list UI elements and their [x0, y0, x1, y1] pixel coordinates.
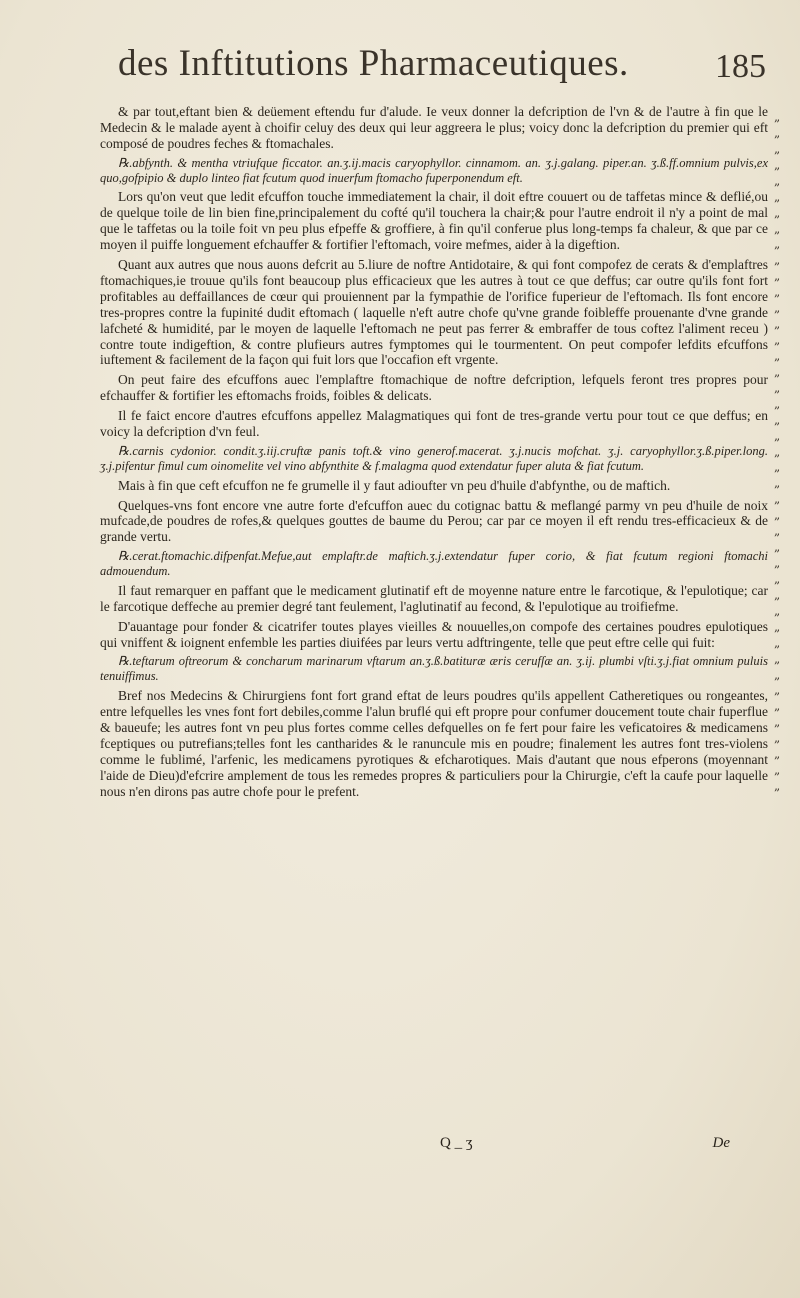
margin-quote-mark: „	[774, 380, 781, 395]
page-number: 185	[715, 48, 766, 85]
margin-quote-mark: „	[774, 779, 781, 794]
margin-quote-mark: „	[774, 619, 781, 634]
margin-quote-mark: „	[774, 635, 781, 650]
margin-quote-mark: „	[774, 492, 781, 507]
margin-quote-mark: „	[774, 317, 781, 332]
margin-quote-mark: „	[774, 667, 781, 682]
margin-quote-mark: „	[774, 556, 781, 571]
margin-quote-mark: „	[774, 348, 781, 363]
catchword: De	[712, 1135, 730, 1151]
text-paragraph: Quelques-vns font encore vne autre forte d'efcuffon auec du cotignac battu & meflangé parmy vn peu d'huile de noix mufcade,de poudres de rofes,& quelques gouttes de baume du Perou; car par ce moyen il eft rendu tres-efficacieux & de grande vertu.	[100, 497, 768, 545]
text-paragraph: Quant aux autres que nous auons defcrit au 5.liure de noftre Antidotaire, & qui font compofez de cerats & d'emplaftres ftomachiques,ie trouue qu'ils font beaucoup plus efficacieux que les autres à tout ce que deffus; car outre qu'ils font fort profitables au deffaillances de cœur qui prouiennent par la fympathie de l'orifice fuperieur de l'eftomach. Ils font encore tres-propres contre la fupinité dudit eftomach ( laquelle n'eft autre chofe qu'vne grande foibleffe prouenante d'vne grande lafcheté & humidité, par le moyen de laquelle l'eftomach ne peut pas ferrer & embraffer de tous coftez l'aliment receu ) contre toute indigeftion, & contre plufieurs autres fymptomes qui le tourmentent. On peut compofer lefdits efcuffons iuftement & facilement de la façon qui fuit lors que l'occafion eft vrgente.	[100, 256, 768, 368]
margin-quote-mark: „	[774, 699, 781, 714]
margin-quote-mark: „	[774, 587, 781, 602]
margin-quote-mark: „	[774, 460, 781, 475]
margin-quote-mark: „	[774, 125, 781, 140]
margin-quote-mark: „	[774, 301, 781, 316]
recipe-paragraph: ℞.abfynth. & mentha vtriufque ficcator. an.ʒ.ij.macis caryophyllor. cinnamom. an. ʒ.j.galang. piper.an. ʒ.ß.ff.omnium pulvis,ex quo,gofpipio & duplo linteo fiat fcutum quod inuerfum ftomacho fuperponendum eft.	[100, 155, 768, 185]
text-paragraph: Lors qu'on veut que ledit efcuffon touche immediatement la chair, il doit eftre couuert ou de taffetas mince & deflié,ou de quelque toile de lin bien fine,principalement du cofté qu'il touchera la chair;& pour l'autre endroit il n'y a point de mal que le taffetas ou la toile foit vn peu plus efpeffe & groffiere, à fin qu'il conferue plus long-temps fa chaleur, & que par ce moyen il puiffe longuement efchauffer & fortifier l'eftomach, voire mefmes, aider à la digeftion.	[100, 189, 768, 253]
page-body	[100, 104, 768, 803]
margin-quote-mark: „	[774, 205, 781, 220]
margin-quote-mark: „	[774, 540, 781, 555]
margin-quote-mark: „	[774, 269, 781, 284]
recipe-paragraph: ℞.cerat.ftomachic.difpenfat.Mefue,aut emplaftr.de maftich.ʒ.j.extendatur fuper corio, & fiat fcutum regioni ftomachi admouendum.	[100, 549, 768, 579]
margin-quote-mark: „	[774, 428, 781, 443]
text-paragraph: Bref nos Medecins & Chirurgiens font fort grand eftat de leurs poudres qu'ils appellent Catheretiques ou rongeantes, entre lefquelles les vnes font fort debiles,comme l'alun bruflé qui eft propre pour confumer doucement toute chair fuperflue & baueufe; les autres font vn peu plus fortes comme celles defquelles on fe fert pour faire les veficatoires & medicamens fceptiques ou putrefians;telles font les cantharides & le ranuncule mis en poudre; finalement les autres font tres-violens comme le fublimé, l'arfenic, les medicamens pyrotiques & efcharotiques. Mais d'autant que nous efperons (moyennant l'aide de Dieu)d'efcrire amplement de tous les remedes propres & particuliers pour la Chirurgie, c'eft la caufe pour laquelle nous n'en dirons pas autre chofe pour le prefent.	[100, 687, 768, 799]
margin-quote-mark: „	[774, 110, 781, 124]
margin-quote-mark: „	[774, 747, 781, 762]
page-footer	[400, 1135, 760, 1165]
text-paragraph: Il fe faict encore d'autres efcuffons appellez Malagmatiques qui font de tres-grande vertu pour tout ce que deffus; en voicy la defcription d'vn feul.	[100, 408, 768, 440]
margin-quote-mark: „	[774, 396, 781, 411]
margin-quote-mark: „	[774, 731, 781, 746]
margin-quote-mark: „	[774, 651, 781, 666]
margin-quote-mark: „	[774, 412, 781, 427]
text-paragraph: D'auantage pour fonder & cicatrifer toutes playes vieilles & nouuelles,on compofe des certaines poudres epulotiques qui vniffent & ioignent enfemble les parties diuifées par leurs vertu adftringente, telle que peut eftre celle qui fuit:	[100, 618, 768, 650]
running-title: des Inftitutions Pharmaceutiques.	[118, 43, 629, 84]
margin-quote-mark: „	[774, 603, 781, 618]
margin-quote-mark: „	[774, 476, 781, 491]
margin-quote-mark: „	[774, 157, 781, 172]
margin-quote-mark: „	[774, 683, 781, 698]
signature-mark: Q _ ʒ	[440, 1135, 473, 1151]
margin-quote-mark: „	[774, 715, 781, 730]
recipe-paragraph: ℞.carnis cydonior. condit.ʒ.iij.cruftæ panis toft.& vino generof.macerat. ʒ.j.nucis mofchat. ʒ.j. caryophyllor.ʒ.ß.piper.long. ʒ.j.pifentur fimul cum oinomelite vel vino abfynthite & f.malagma quod extendatur fuper aluta & fiat fcutum.	[100, 444, 768, 473]
page-header	[112, 40, 772, 100]
margin-quote-mark: „	[774, 221, 781, 236]
margin-quote-mark: „	[774, 253, 781, 268]
margin-quote-mark: „	[774, 173, 781, 188]
margin-quote-mark: „	[774, 364, 781, 379]
margin-quote-mark: „	[774, 285, 781, 300]
margin-quote-mark: „	[774, 141, 781, 156]
margin-quote-mark: „	[774, 189, 781, 204]
margin-quote-mark: „	[774, 571, 781, 586]
text-paragraph: Il faut remarquer en paffant que le medicament glutinatif eft de moyenne nature entre le farcotique, & l'epulotique; car le farcotique deffeche au premier degré tant feulement, l'aglutinatif au fecond, & l'epulotique au troifiefme.	[100, 582, 768, 614]
margin-quote-mark: „	[774, 763, 781, 778]
text-paragraph: On peut faire des efcuffons auec l'emplaftre ftomachique de noftre defcription, lefquels feront tres propres pour efchauffer & fortifier les eftomachs froids, foibles & delicats.	[100, 372, 768, 404]
margin-quote-mark: „	[774, 333, 781, 348]
text-paragraph: Mais à fin que ceft efcuffon ne fe grumelle il y faut adioufter vn peu d'huile d'abfynthe, ou de maftich.	[118, 477, 671, 493]
margin-quote-mark: „	[774, 237, 781, 252]
margin-quote-mark: „	[774, 508, 781, 523]
recipe-paragraph: ℞.teftarum oftreorum & concharum marinarum vftarum an.ʒ.ß.batituræ æris cerufſæ an. ʒ.ij. plumbi vſti.ʒ.j.fiat omnium puluis tenuiffimus.	[100, 654, 768, 684]
margin-quote-mark: „	[774, 524, 781, 539]
margin-quote-mark: „	[774, 444, 781, 459]
text-paragraph: & par tout,eftant bien & deüement eftendu fur d'alude. Ie veux donner la defcription de l'vn & de l'autre à fin que le Medecin & le malade ayent à choifir celuy des deux qui leur aggreera le plus; voicy donc la defcription du premier qui eft composé de poudres feches & ftomachales.	[100, 104, 768, 151]
